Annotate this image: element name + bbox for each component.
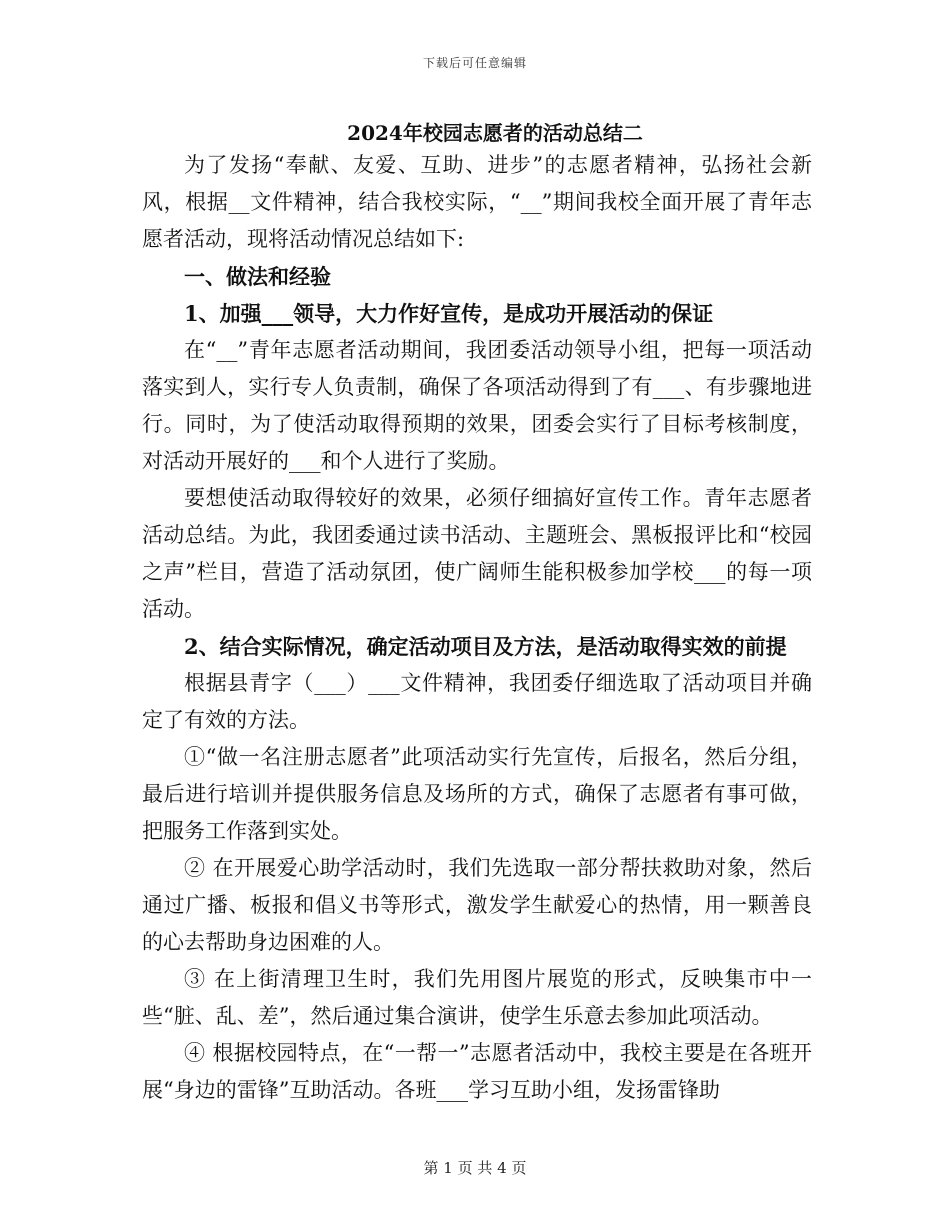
subsection-heading-2: 2、结合实际情况，确定活动项目及方法，是活动取得实效的前提: [184, 634, 787, 659]
list-paragraph-1: ①“做一名注册志愿者”此项活动实行先宣传，后报名，然后分组，最后进行培训并提供服务信息及场所的方式，确保了志愿者有事可做，把服务工作落到实处。: [142, 745, 812, 843]
document-title: 2024年校园志愿者的活动总结二: [347, 121, 643, 145]
list-paragraph-4: ④ 根据校园特点，在“一帮一”志愿者活动中，我校主要是在各班开展“身边的雷锋”互助活动。各班___学习互助小组，发扬雷锋助: [142, 1041, 812, 1102]
list-paragraph-2: ② 在开展爱心助学活动时，我们先选取一部分帮扶救助对象，然后通过广播、板报和倡义书等形式，激发学生献爱心的热情，用一颗善良的心去帮助身边困难的人。: [142, 856, 812, 954]
intro-paragraph: 为了发扬“奉献、友爱、互助、进步”的志愿者精神，弘扬社会新风，根据__文件精神，结合我校实际，“__”期间我校全面开展了青年志愿者活动，现将活动情况总结如下:: [142, 153, 812, 251]
page-number: 第 1 页 共 4 页: [423, 1159, 527, 1177]
body-paragraph: 要想使活动取得较好的效果，必须仔细搞好宣传工作。青年志愿者活动总结。为此，我团委通过读书活动、主题班会、黑板报评比和“校园之声”栏目，营造了活动氛团，使广阔师生能积极参加学校___的每一项活动。: [142, 486, 812, 621]
body-paragraph: 根据县青字（___）___文件精神，我团委仔细选取了活动项目并确定了有效的方法。: [142, 671, 812, 732]
section-heading-1: 一、做法和经验: [184, 264, 331, 289]
list-paragraph-3: ③ 在上街清理卫生时，我们先用图片展览的形式，反映集市中一些“脏、乱、差”，然后通过集合演讲，使学生乐意去参加此项活动。: [142, 967, 812, 1028]
header-note: 下载后可任意编辑: [422, 56, 527, 70]
document-body: [142, 147, 812, 1109]
subsection-heading-1: 1、加强___领导，大力作好宣传，是成功开展活动的保证: [184, 301, 714, 326]
body-paragraph: 在“__”青年志愿者活动期间，我团委活动领导小组，把每一项活动落实到人，实行专人负责制，确保了各项活动得到了有___、有步骤地进行。同时，为了使活动取得预期的效果，团委会实行了目标考核制度，对活动开展好的___和个人进行了奖励。: [142, 338, 812, 473]
